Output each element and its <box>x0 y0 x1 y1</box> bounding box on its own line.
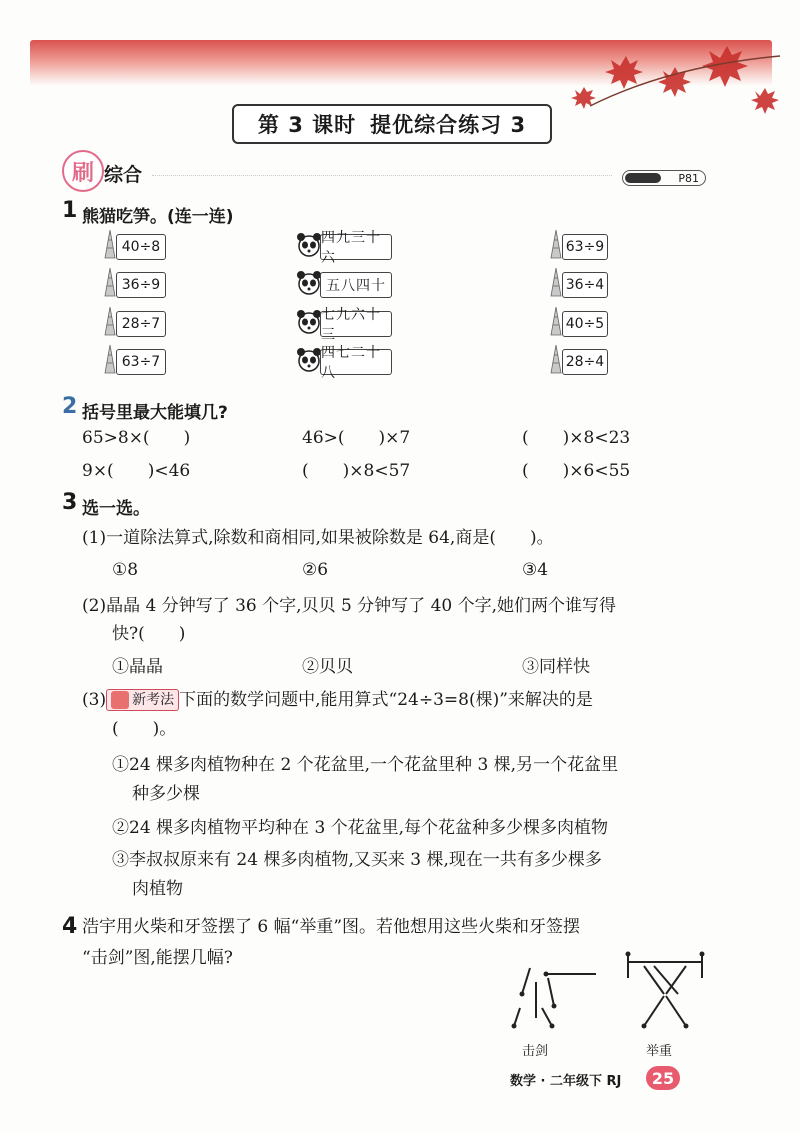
page-number: 25 <box>646 1066 680 1090</box>
q3-p3-stem-line2: ( )。 <box>112 719 177 739</box>
q3-p3-opt3-line1: ③李叔叔原来有 24 棵多肉植物,又买来 3 棵,现在一共有多少棵多 <box>112 850 602 870</box>
q4-line2: “击剑”图,能摆几幅? <box>82 948 233 968</box>
lesson-label: 第 3 课时 <box>257 113 357 137</box>
q1-middle-card[interactable]: 四七二十八 <box>320 349 392 375</box>
q3-p1-option: ③4 <box>522 560 549 580</box>
q2-item: 46>( )×7 <box>302 428 411 448</box>
q3-p2-stem-line2: 快?( ) <box>112 624 186 644</box>
q3-number: 3 <box>62 490 78 515</box>
q3-p3-opt3-line2: 肉植物 <box>132 879 183 899</box>
panda-icon <box>296 270 322 296</box>
q2-item: ( )×6<55 <box>522 461 631 481</box>
weightlifting-label: 举重 <box>646 1044 673 1059</box>
q3-p2-option: ③同样快 <box>522 657 590 677</box>
lesson-title-box <box>232 104 552 144</box>
section-icon: 刷 <box>62 150 104 192</box>
q1-title: 熊猫吃笋。(连一连) <box>82 207 234 227</box>
q1-right-card[interactable]: 28÷4 <box>562 349 608 375</box>
q1-right-card[interactable]: 40÷5 <box>562 311 608 337</box>
q3-p3-stem-text: 下面的数学问题中,能用算式“24÷3=8(棵)”来解决的是 <box>179 689 593 710</box>
new-method-badge <box>106 689 179 711</box>
q1-middle-card[interactable]: 四九三十六 <box>320 234 392 260</box>
fencing-figure <box>500 948 600 1034</box>
q3-p3-opt1-line2: 种多少棵 <box>132 784 200 804</box>
q3-p3-stem-line1 <box>82 689 593 711</box>
q1-left-card[interactable]: 63÷7 <box>116 349 166 375</box>
q3-p2-option: ②贝贝 <box>302 657 353 677</box>
q2-item: 65>8×( ) <box>82 428 191 448</box>
q3-title: 选一选。 <box>82 499 150 519</box>
q1-right-card[interactable]: 36÷4 <box>562 272 608 298</box>
bamboo-icon <box>550 230 562 260</box>
q3-p2-stem-line1: (2)晶晶 4 分钟写了 36 个字,贝贝 5 分钟写了 40 个字,她们两个谁写得 <box>82 596 617 616</box>
panda-icon <box>296 347 322 373</box>
panda-icon <box>296 232 322 258</box>
q3-p1-option: ①8 <box>112 560 139 580</box>
bamboo-icon <box>104 345 116 375</box>
q3-p1-option: ②6 <box>302 560 329 580</box>
q1-middle-card[interactable]: 七九六十三 <box>320 311 392 337</box>
badge-label: 新考法 <box>132 692 175 708</box>
weightlifting-figure <box>618 948 714 1034</box>
q3-p3-opt2: ②24 棵多肉植物平均种在 3 个花盆里,每个花盆种多少棵多肉植物 <box>112 818 609 838</box>
q3-p3-opt1-line1: ①24 棵多肉植物种在 2 个花盆里,一个花盆里种 3 棵,另一个花盆里 <box>112 755 619 775</box>
q1-left-card[interactable]: 36÷9 <box>116 272 166 298</box>
fencing-label: 击剑 <box>522 1044 549 1059</box>
bamboo-icon <box>550 307 562 337</box>
q2-item: ( )×8<57 <box>302 461 411 481</box>
q1-left-card[interactable]: 40÷8 <box>116 234 166 260</box>
q1-middle-card[interactable]: 五八四十 <box>320 272 392 298</box>
answer-book-icon <box>625 173 661 183</box>
q4-line1: 浩宇用火柴和牙签摆了 6 幅“举重”图。若他想用这些火柴和牙签摆 <box>82 917 581 937</box>
q1-left-card[interactable]: 28÷7 <box>116 311 166 337</box>
bamboo-icon <box>104 307 116 337</box>
section-divider <box>152 175 612 178</box>
bamboo-icon <box>550 268 562 298</box>
q2-number: 2 <box>62 394 78 419</box>
maple-leaves-decoration <box>550 36 790 120</box>
page-ref-text: P81 <box>678 171 699 185</box>
q1-right-card[interactable]: 63÷9 <box>562 234 608 260</box>
lesson-title: 提优综合练习 3 <box>370 113 527 137</box>
section-title: 综合 <box>104 164 143 186</box>
page-reference-badge <box>622 170 706 186</box>
hand-icon <box>111 691 129 709</box>
bamboo-icon <box>104 230 116 260</box>
q3-p1-stem: (1)一道除法算式,除数和商相同,如果被除数是 64,商是( )。 <box>82 528 554 548</box>
q2-item: ( )×8<23 <box>522 428 631 448</box>
bamboo-icon <box>550 345 562 375</box>
q3-p3-prefix: (3) <box>82 689 107 710</box>
footer-book-info: 数学 · 二年级下 RJ <box>510 1074 622 1089</box>
q1-number: 1 <box>62 198 78 223</box>
q2-title: 括号里最大能填几? <box>82 403 228 423</box>
bamboo-icon <box>104 268 116 298</box>
panda-icon <box>296 309 322 335</box>
q3-p2-option: ①晶晶 <box>112 657 163 677</box>
q2-item: 9×( )<46 <box>82 461 191 481</box>
q4-number: 4 <box>62 914 78 939</box>
